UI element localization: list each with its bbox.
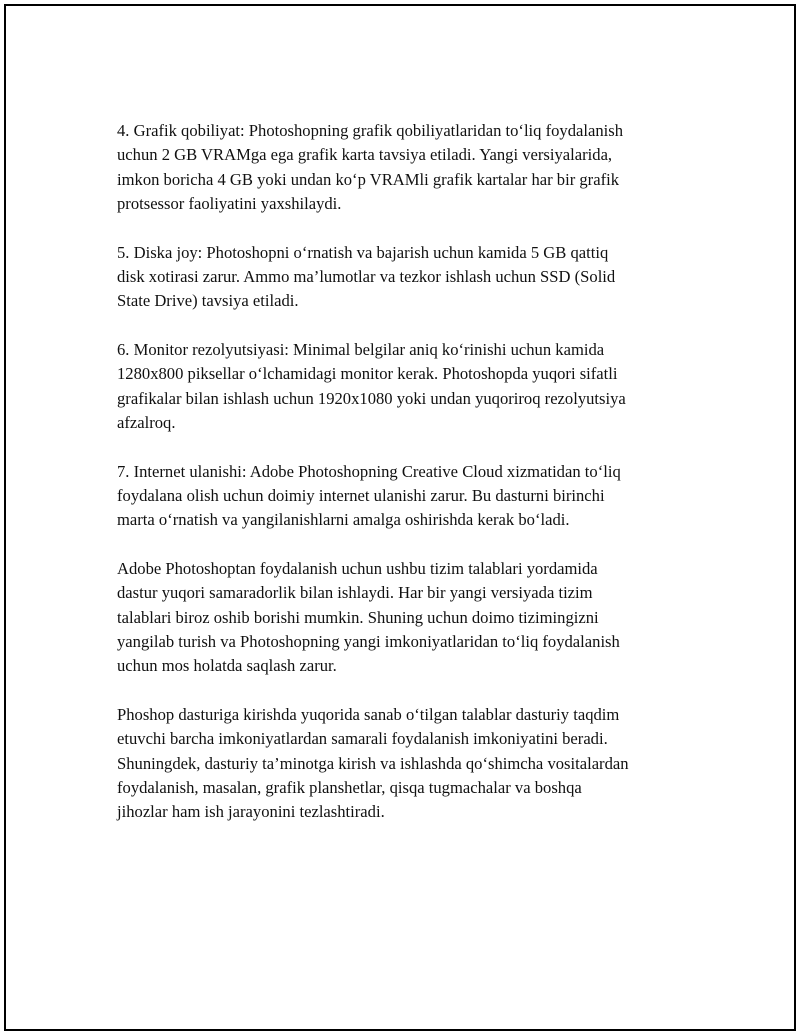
paragraph-summary: Adobe Photoshoptan foydalanish uchun ushbu tizim talablari yordamida dastur yuqori samaradorlik bilan ishlaydi. Har bir yangi versiyada tizim talablari biroz oshib borishi mumkin. Shuning uchun doimo tizimingizni yangilab turish va Photoshopning yangi imkoniyatlaridan to‘liq foydalanish uchun mos holatda saqlash zarur. [117,559,620,676]
paragraph-monitor-resolution: 6. Monitor rezolyutsiyasi: Minimal belgilar aniq ko‘rinishi uchun kamida 1280x800 piksellar o‘lchamidagi monitor kerak. Photoshopda yuqori sifatli grafikalar bilan ishlash uchun 1920x1080 yoki undan yuqoriroq rezolyutsiya afzalroq. [117,340,626,432]
paragraph-internet-connection: 7. Internet ulanishi: Adobe Photoshopning Creative Cloud xizmatidan to‘liq foydalana olish uchun doimiy internet ulanishi zarur. Bu dasturni birinchi marta o‘rnatish va yangilanishlarni amalga oshirishda kerak bo‘ladi. [117,461,621,530]
paragraph-graphics: 4. Grafik qobiliyat: Photoshopning grafik qobiliyatlaridan to‘liq foydalanish uchun 2 GB VRAMga ega grafik karta tavsiya etiladi. Yangi versiyalarida, imkon boricha 4 GB yoki undan ko‘p VRAMli grafik kartalar har bir grafik protsessor faoliyatini yaxshilaydi. [117,121,624,213]
paragraph-disk-space: 5. Diska joy: Photoshopni o‘rnatish va bajarish uchun kamida 5 GB qattiq disk xotirasi zarur. Ammo ma’lumotlar va tezkor ishlash uchun SSD (Solid State Drive) tavsiya etiladi. [117,242,616,311]
document-body [117,119,697,849]
paragraph-conclusion: Phoshop dasturiga kirishda yuqorida sanab o‘tilgan talablar dasturiy taqdim etuvchi barcha imkoniyatlardan samarali foydalanish imkoniyatini beradi. Shuningdek, dasturiy ta’minotga kirish va ishlashda qo‘shimcha vositalardan foydalanish, masalan, grafik planshetlar, qisqa tugmachalar va boshqa jihozlar ham ish jarayonini tezlashtiradi. [117,705,629,822]
